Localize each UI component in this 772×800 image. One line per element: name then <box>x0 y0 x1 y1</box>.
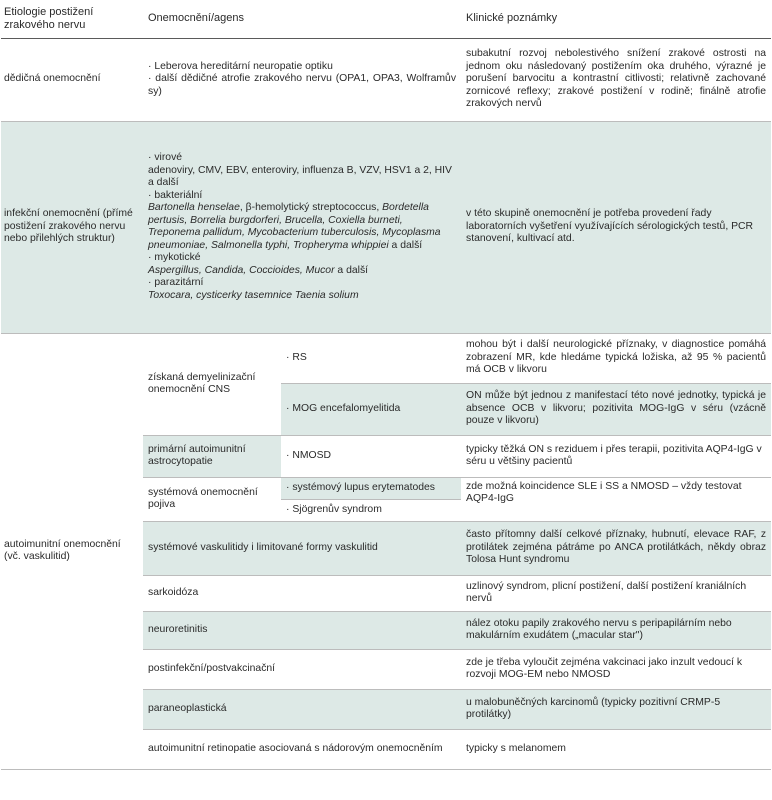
group-demyelinating: získaná demyelinizační onemocnění CNS <box>143 333 281 435</box>
agent-vasculitis: systémové vaskulitidy i limitované formy vaskulitid <box>143 521 461 575</box>
notes-postinfectious: zde je třeba vyloučit zejména vakcinaci jako inzult vedoucí k rozvoji MOG-EM nebo NMOSD <box>461 649 771 689</box>
agent-retinopathy: autoimunitní retinopatie asociovaná s nádorovým onemocněním <box>143 729 461 769</box>
bacterial-italic-3: Bordetella pertusis, Borrelia burgdorferi, Brucella, Coxiella burneti, Treponema pallidum, Mycobacterium tuberculosis, Mycoplasma pneumoniae, Salmonella typhi, Tropheryma whippiei <box>148 202 441 251</box>
etiology-table <box>1 0 771 770</box>
agent-sjogren: · Sjögrenův syndrom <box>281 499 461 521</box>
fungal-list <box>148 265 456 278</box>
etiology-autoimmune: autoimunitní onemocnění (vč. vaskulitid) <box>1 333 143 769</box>
bacterial-text-2: , β-hemolytický streptococcus, <box>239 202 383 213</box>
agent-sarcoidosis: sarkoidóza <box>143 575 461 611</box>
fungal-italic: Aspergillus, Candida, Coccioides, Mucor <box>148 264 335 276</box>
fungal-heading: · mykotické <box>148 252 201 263</box>
notes-rs: mohou být i další neurologické příznaky, v diagnostice pomáhá zobrazení MR, kde hledáme typická ložiska, až 95 % pacientů má OCB v likvoru <box>461 333 771 383</box>
bacterial-heading: · bakteriální <box>148 189 203 201</box>
notes-hereditary: subakutní rozvoj nebolestivého snížení zrakové ostrosti na jednom oku následovaný postižením oka druhého, výrazné je porušení barvocitu a kontrastní citlivosti; relativně zachované zornicové reflexy; zrakové postižení v rodině; finálně atrofie zrakových nervů <box>461 38 771 121</box>
bacterial-italic-1: Bartonella henselae <box>148 202 240 213</box>
etiology-infectious: infekční onemocnění (přímé postižení zrakového nervu nebo přilehlých struktur) <box>1 121 143 333</box>
agent-sle: · systémový lupus erytematodes <box>281 477 461 499</box>
notes-vasculitis: často přítomny další celkové příznaky, hubnutí, elevace RAF, z protilátek zejména pátráme po ANCA protilátkách, někdy obraz Tolosa Hunt syndromu <box>461 521 771 575</box>
fungal-text: a další <box>334 264 369 276</box>
notes-paraneoplastic: u malobuněčných karcinomů (typicky pozitivní CRMP-5 protilátky) <box>461 689 771 729</box>
group-connective: systémová onemocnění pojiva <box>143 477 281 521</box>
parasitic-list: Toxocara, cysticerky tasemnice Taenia solium <box>148 289 359 301</box>
row-rs <box>1 333 771 383</box>
header-etiology: Etiologie postižení zrakového nervu <box>1 0 143 38</box>
notes-nmosd: typicky těžká ON s reziduem i přes terapii, pozitivita AQP4-IgG v séru u většiny pacientů <box>461 435 771 477</box>
agent-nmosd: · NMOSD <box>281 435 461 477</box>
agents-infectious <box>143 121 461 333</box>
agent-mog: · MOG encefalomyelitida <box>281 383 461 435</box>
row-hereditary <box>1 38 771 121</box>
agents-hereditary <box>143 38 461 121</box>
notes-sarcoidosis: uzlinový syndrom, plicní postižení, další postižení kraniálních nervů <box>461 575 771 611</box>
agent-paraneoplastic: paraneoplastická <box>143 689 461 729</box>
notes-connective: zde možná koincidence SLE i SS a NMOSD – vždy testovat AQP4-IgG <box>461 477 771 521</box>
notes-mog: ON může být jednou z manifestací této nové jednotky, typická je absence OCB v likvoru; pozitivita MOG-IgG v séru (vzácně pouze v likvoru) <box>461 383 771 435</box>
agent-neuroretinitis: neuroretinitis <box>143 611 461 649</box>
agent-postinfectious: postinfekční/postvakcinační <box>143 649 461 689</box>
parasitic-heading: · parazitární <box>148 277 204 288</box>
viral-heading: · virové <box>148 152 183 163</box>
etiology-hereditary: dědičná onemocnění <box>1 38 143 121</box>
notes-neuroretinitis: nález otoku papily zrakového nervu s peripapilárním nebo makulárním exudátem („macular star") <box>461 611 771 649</box>
header-agents: Onemocnění/agens <box>143 0 461 38</box>
notes-infectious: v této skupině onemocnění je potřeba provedení řady laboratorních vyšetření využívajících sérologických testů, PCR stanovení, kultivací atd. <box>461 121 771 333</box>
header-notes: Klinické poznámky <box>461 0 771 38</box>
viral-list: adenoviry, CMV, EBV, enteroviry, influenza B, VZV, HSV1 a 2, HIV a další <box>148 164 452 188</box>
agent-other-hereditary: · další dědičné atrofie zrakového nervu (OPA1, OPA3, Wolframův sy) <box>148 73 457 97</box>
row-infectious <box>1 121 771 333</box>
agent-rs: · RS <box>281 333 461 383</box>
bacterial-list <box>148 202 456 252</box>
notes-retinopathy: typicky s melanomem <box>461 729 771 769</box>
group-astrocytopathy: primární autoimunitní astrocytopatie <box>143 435 281 477</box>
bacterial-text-4: a další <box>388 239 423 251</box>
agent-lhon: · Leberova hereditární neuropatie optiku <box>148 60 333 72</box>
